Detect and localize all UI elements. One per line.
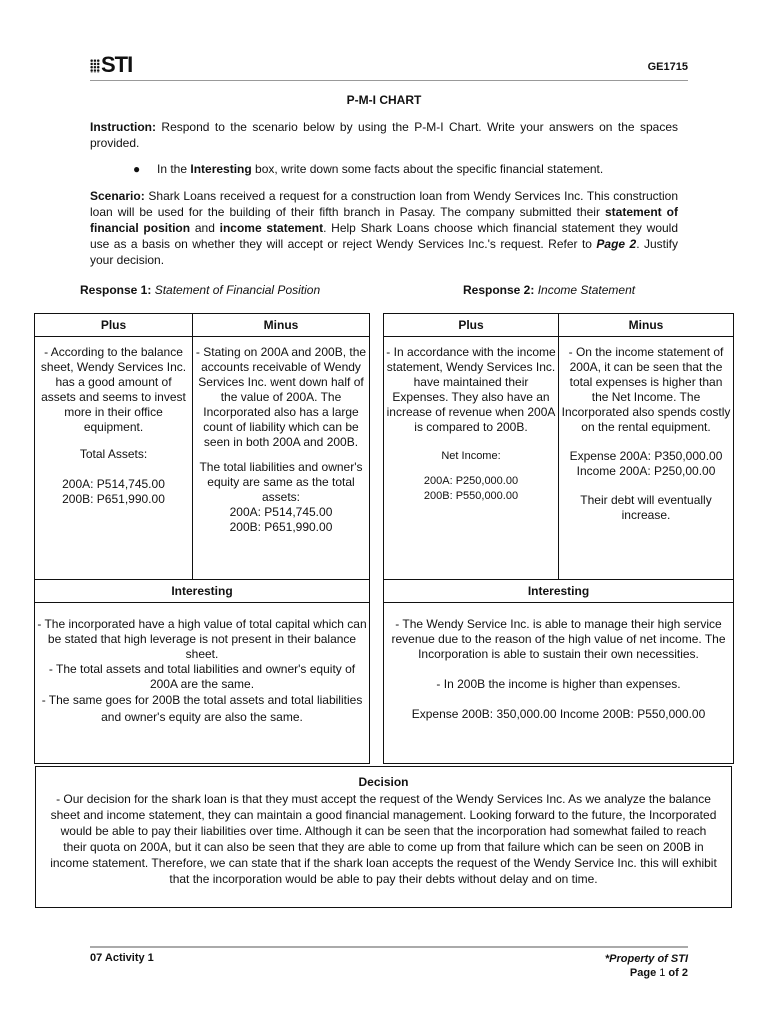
r2-plus-text: - In accordance with the income statement, Wendy Services Inc. have maintained their Expenses. They also have an increase of revenue when 200A is compared to 200B. <box>386 345 556 434</box>
r2-minus-text-1: - On the income statement of 200A, it can be seen that the total expenses is higher than the Net Income. The Incorporated also spends costly on the rental equipment. <box>561 345 731 434</box>
scenario-label: Scenario: <box>90 189 145 203</box>
r2-minus-header: Minus <box>559 314 734 337</box>
footer-page-of: of 2 <box>665 967 688 979</box>
decision-header: Decision <box>358 775 409 789</box>
r1-interesting-2: - The total assets and total liabilities and owner's equity of 200A are the same. <box>48 662 356 691</box>
page-title: P-M-I CHART <box>346 93 422 107</box>
r1-plus-text: - According to the balance sheet, Wendy Services Inc. has a good amount of assets and seems to invest more in their office equipment. <box>40 345 187 434</box>
response-1-label-text: Response 1: <box>80 283 152 297</box>
footer-right <box>605 952 688 980</box>
r1-minus-text-1: - Stating on 200A and 200B, the accounts receivable of Wendy Services Inc. went down half of the value of 200A. The Incorporated also has a large count of liability which can be seen in both 200A and 200B. <box>195 345 367 449</box>
response-2-label-text: Response 2: <box>463 283 535 297</box>
r2-minus-expense: Expense 200A: P350,000.00 <box>569 449 723 463</box>
r2-minus-cell <box>559 337 734 580</box>
r2-interesting-1: - The Wendy Service Inc. is able to manage their high service revenue due to the reason of the high value of net income. The Incorporation is able to sustain their own necessities. <box>391 617 726 661</box>
bullet-text-pre: In the <box>157 162 191 176</box>
response-1-label <box>80 283 320 297</box>
r1-interesting-1: - The incorporated have a high value of total capital which can be stated that high leverage is not present in their balance sheet. <box>37 617 367 661</box>
r1-interesting-cell <box>35 603 370 764</box>
r2-plus-value-a: 200A: P250,000.00 <box>423 475 519 487</box>
header-divider <box>90 80 688 81</box>
r2-plus-net-label: Net Income: <box>441 450 501 462</box>
footer-property: *Property of STI <box>604 953 688 965</box>
response-2-table <box>383 313 734 764</box>
decision-text: - Our decision for the shark loan is that they must accept the request of the Wendy Services Inc. As we analyze the balance sheet and income statement, they can maintain a good financial management. Looking forward to the future, the Incorporated would be able to pay their liabilities over time. Although it can be seen that the incorporation had somewhat failed to reach their quota on 200A, but it can also be seen that they are able to come up from that failure which can be seen on 200B in income statement. Therefore, we can state that if the shark loan accepts the request of the Wendy Service Inc. this will exhibit that the incorporation would be able to pay their debts without delay and on time. <box>50 792 717 886</box>
response-1-table <box>34 313 370 764</box>
scenario-text-4: . Justify your decision. <box>90 237 678 267</box>
scenario-bold-1: statement of financial position <box>90 205 679 235</box>
footer-page-number <box>605 966 688 980</box>
r1-minus-header: Minus <box>193 314 370 337</box>
r1-interesting-header: Interesting <box>35 580 370 603</box>
r2-interesting-cell <box>384 603 734 764</box>
footer-activity: 07 Activity 1 <box>90 952 154 964</box>
bullet-text-post: box, write down some facts about the specific financial statement. <box>251 162 604 176</box>
scenario-text-2: and <box>190 221 220 235</box>
r2-interesting-3: Expense 200B: 350,000.00 Income 200B: P550,000.00 <box>411 707 706 721</box>
bullet-text-bold: Interesting <box>190 162 252 176</box>
r2-plus-cell <box>384 337 559 580</box>
r2-interesting-2: - In 200B the income is higher than expenses. <box>436 677 681 691</box>
r2-interesting-header: Interesting <box>384 580 734 603</box>
r1-minus-value-a: 200A: P514,745.00 <box>229 505 333 519</box>
r1-minus-text-2: The total liabilities and owner's equity are same as the total assets: <box>199 460 363 504</box>
r1-plus-header: Plus <box>35 314 193 337</box>
r2-minus-text-2: Their debt will eventually increase. <box>580 493 712 522</box>
r2-minus-income: Income 200A: P250,00.00 <box>576 464 716 478</box>
r1-minus-cell <box>193 337 370 580</box>
instruction-bullet <box>130 161 678 177</box>
scenario-paragraph <box>90 188 678 268</box>
decision-box <box>35 766 732 908</box>
bullet-icon: ● <box>133 162 141 176</box>
logo-dots-icon <box>90 59 100 73</box>
footer-page-label: Page <box>629 967 660 979</box>
scenario-text-1: Shark Loans received a request for a construction loan from Wendy Services Inc. This construction loan will be used for the building of their fifth branch in Pasay. The company submitted their <box>90 189 678 219</box>
response-2-label <box>463 283 635 297</box>
r1-plus-value-b: 200B: P651,990.00 <box>62 492 165 506</box>
r1-minus-value-b: 200B: P651,990.00 <box>229 520 333 534</box>
document-code: GE1715 <box>647 61 688 73</box>
r1-plus-total-label: Total Assets: <box>79 447 148 461</box>
footer-divider <box>90 946 688 948</box>
response-2-name: Income Statement <box>537 283 636 297</box>
instruction-text: Respond to the scenario below by using the P-M-I Chart. Write your answers on the spaces provided. <box>90 120 678 150</box>
sti-logo <box>90 52 132 78</box>
r1-interesting-3: - The same goes for 200B the total assets and total liabilities and owner's equity are also the same. <box>41 693 363 724</box>
footer-page-num: 1 <box>659 967 666 979</box>
r1-plus-value-a: 200A: P514,745.00 <box>62 477 165 491</box>
scenario-text-3: . Help Shark Loans choose which financial statement they would use as a basis on whether they will accept or reject Wendy Services Inc.'s request. Refer to <box>90 221 679 251</box>
response-1-name: Statement of Financial Position <box>154 283 321 297</box>
scenario-page-ref: Page 2 <box>596 237 637 251</box>
instruction-paragraph <box>90 119 678 151</box>
r1-plus-cell <box>35 337 193 580</box>
scenario-bold-2: income statement <box>219 221 324 235</box>
r2-plus-value-b: 200B: P550,000.00 <box>423 490 519 502</box>
instruction-label: Instruction: <box>90 120 156 134</box>
logo-text: STI <box>101 52 133 77</box>
r2-plus-header: Plus <box>384 314 559 337</box>
